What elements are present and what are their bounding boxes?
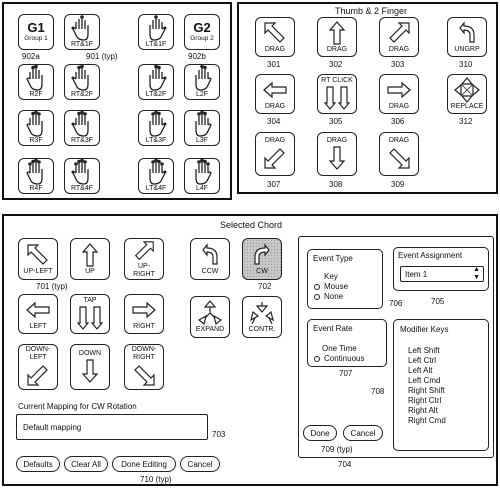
event-type-mouse-option[interactable]: Mouse xyxy=(314,282,348,291)
left-button[interactable]: LEFT xyxy=(18,294,58,334)
cancel-button[interactable]: Cancel xyxy=(180,456,220,472)
ref-310: 310 xyxy=(459,60,473,69)
event-rate-title: Event Rate xyxy=(313,324,353,333)
expand-arrows-icon xyxy=(454,77,480,103)
up-left-button[interactable]: UP-LEFT xyxy=(18,238,58,280)
drag-up-left-button[interactable]: DRAG xyxy=(255,17,295,57)
done-editing-button[interactable]: Done Editing xyxy=(112,456,176,472)
thumb-2-finger-panel xyxy=(237,2,498,194)
arrow-up-left-icon xyxy=(262,20,288,46)
hand-icon xyxy=(144,111,168,137)
right-click-button[interactable]: RT CLICK xyxy=(317,74,357,114)
selected-chord-panel xyxy=(2,214,498,486)
radio-icon xyxy=(314,356,320,362)
l3f-button[interactable]: L3F xyxy=(184,110,220,146)
modifier-right-alt[interactable]: Right Alt xyxy=(408,406,438,415)
hand-icon xyxy=(70,15,94,41)
double-arrow-down-icon xyxy=(77,305,103,331)
arrow-up-left-icon xyxy=(25,242,51,268)
lt-2f-button[interactable]: LT&2F xyxy=(138,64,174,100)
ref-704: 704 xyxy=(338,460,352,469)
event-type-title: Event Type xyxy=(313,254,353,263)
mapping-value: Default mapping xyxy=(23,423,82,432)
up-right-button[interactable]: UP- RIGHT xyxy=(124,238,164,280)
ref-705: 705 xyxy=(431,297,445,306)
hand-icon xyxy=(70,159,94,185)
modifier-right-cmd[interactable]: Right Cmd xyxy=(408,416,446,425)
modifier-left-cmd[interactable]: Left Cmd xyxy=(408,376,441,385)
hand-icon xyxy=(24,111,48,137)
event-assignment-value: Item 1 xyxy=(405,270,428,279)
modifier-right-ctrl[interactable]: Right Ctrl xyxy=(408,396,442,405)
ref-309: 309 xyxy=(391,180,405,189)
rotate-ccw-icon xyxy=(197,242,223,268)
arrow-up-right-icon xyxy=(131,239,157,263)
mapping-label: Current Mapping for CW Rotation xyxy=(18,402,137,411)
cw-button[interactable]: CW xyxy=(242,238,282,280)
arrow-down-icon xyxy=(324,145,350,171)
clear-all-button[interactable]: Clear All xyxy=(64,456,108,472)
hand-icon xyxy=(70,111,94,137)
panel-title: Thumb & 2 Finger xyxy=(335,6,408,16)
event-type-key: Key xyxy=(324,272,338,281)
ref-901: 901 (typ) xyxy=(86,52,118,61)
ungroup-button[interactable]: UNGRP xyxy=(447,17,487,57)
arrow-up-right-icon xyxy=(386,20,412,46)
rt-3f-button[interactable]: RT&3F xyxy=(64,110,100,146)
undo-arrow-icon xyxy=(454,20,480,46)
event-assignment-box xyxy=(393,247,489,291)
expand-arrows-icon xyxy=(197,300,223,326)
radio-icon xyxy=(314,294,320,300)
ref-902a: 902a xyxy=(22,52,40,61)
done-button[interactable]: Done xyxy=(303,425,337,441)
arrow-down-left-icon xyxy=(262,145,288,171)
lt-4f-button[interactable]: LT&4F xyxy=(138,158,174,194)
down-button[interactable]: DOWN xyxy=(70,344,110,390)
arrow-down-right-icon xyxy=(131,362,157,388)
l2f-button[interactable]: L2F xyxy=(184,64,220,100)
cancel-properties-button[interactable]: Cancel xyxy=(343,425,383,441)
lt-3f-button[interactable]: LT&3F xyxy=(138,110,174,146)
double-arrow-down-icon xyxy=(324,85,350,111)
ref-312: 312 xyxy=(459,117,473,126)
modifier-left-ctrl[interactable]: Left Ctrl xyxy=(408,356,437,365)
drag-left-button[interactable]: DRAG xyxy=(255,74,295,114)
rt-2f-button[interactable]: RT&2F xyxy=(64,64,100,100)
hand-icon xyxy=(24,65,48,91)
modifier-left-alt[interactable]: Left Alt xyxy=(408,366,433,375)
event-rate-box xyxy=(307,319,387,367)
r2f-button[interactable]: R2F xyxy=(18,64,54,100)
arrow-up-icon xyxy=(324,20,350,46)
ref-304: 304 xyxy=(267,117,281,126)
arrow-left-icon xyxy=(25,297,51,323)
r3f-button[interactable]: R3F xyxy=(18,110,54,146)
defaults-button[interactable]: Defaults xyxy=(16,456,60,472)
ref-902b: 902b xyxy=(188,52,206,61)
l4f-button[interactable]: L4F xyxy=(184,158,220,194)
ref-707: 707 xyxy=(339,369,353,378)
ref-708: 708 xyxy=(371,387,385,396)
up-button[interactable]: UP xyxy=(70,238,110,280)
ref-702: 702 xyxy=(258,282,272,291)
arrow-down-right-icon xyxy=(386,145,412,171)
tap-button[interactable]: TAP xyxy=(70,294,110,334)
event-assignment-select[interactable] xyxy=(400,266,484,282)
contract-arrows-icon xyxy=(249,300,275,326)
updown-arrows-icon: ▲ ▼ xyxy=(473,266,480,281)
rotate-cw-icon xyxy=(249,242,275,268)
modifier-keys-title: Modifier Keys xyxy=(400,325,449,334)
event-assignment-title: Event Assignment xyxy=(398,251,463,260)
ref-710: 710 (typ) xyxy=(140,475,172,484)
contract-button[interactable]: CONTR. xyxy=(242,296,282,338)
mapping-field[interactable] xyxy=(16,414,208,440)
ref-701: 701 (typ) xyxy=(36,282,68,291)
drag-up-button[interactable]: DRAG xyxy=(317,17,357,57)
replace-button[interactable]: REPLACE xyxy=(447,74,487,114)
ref-709: 709 (typ) xyxy=(321,445,353,454)
ref-305: 305 xyxy=(329,117,343,126)
hand-icon xyxy=(144,65,168,91)
event-rate-continuous-option[interactable]: Continuous xyxy=(314,354,364,363)
drag-down-right-button[interactable]: DRAG xyxy=(379,132,419,176)
ref-703: 703 xyxy=(212,430,226,439)
event-rate-one-time: One Time xyxy=(322,344,357,353)
arrow-left-icon xyxy=(262,77,288,103)
arrow-right-icon xyxy=(131,297,157,323)
event-properties-panel xyxy=(298,236,494,458)
down-left-button[interactable]: DOWN- LEFT xyxy=(18,344,58,390)
ref-706: 706 xyxy=(389,299,403,308)
drag-down-left-button[interactable]: DRAG xyxy=(255,132,295,176)
arrow-down-left-icon xyxy=(25,362,51,388)
lt-1f-button[interactable]: LT&1F xyxy=(138,14,174,50)
right-button[interactable]: RIGHT xyxy=(124,294,164,334)
ref-303: 303 xyxy=(391,60,405,69)
group-2-button[interactable]: G2 Group 2 xyxy=(184,14,220,50)
modifier-keys-box xyxy=(393,319,489,451)
hand-icon xyxy=(144,159,168,185)
hand-icon xyxy=(190,159,214,185)
hand-icon xyxy=(144,15,168,41)
ref-307: 307 xyxy=(267,180,281,189)
ref-308: 308 xyxy=(329,180,343,189)
drag-right-button[interactable]: DRAG xyxy=(379,74,419,114)
event-type-none-option[interactable]: None xyxy=(314,292,343,301)
chord-group-panel xyxy=(2,2,232,200)
down-right-button[interactable]: DOWN- RIGHT xyxy=(124,344,164,390)
group-1-button[interactable]: G1 Group 1 xyxy=(18,14,54,50)
arrow-up-icon xyxy=(77,242,103,268)
hand-icon xyxy=(190,65,214,91)
ref-302: 302 xyxy=(329,60,343,69)
hand-icon xyxy=(70,65,94,91)
panel-title: Selected Chord xyxy=(220,220,283,230)
rt-1f-button[interactable]: RT&1F xyxy=(64,14,100,50)
ccw-button[interactable]: CCW xyxy=(190,238,230,280)
drag-down-button[interactable]: DRAG xyxy=(317,132,357,176)
hand-icon xyxy=(190,111,214,137)
event-type-box xyxy=(307,249,383,309)
drag-up-right-button[interactable]: DRAG xyxy=(379,17,419,57)
rt-4f-button[interactable]: RT&4F xyxy=(64,158,100,194)
arrow-down-icon xyxy=(77,358,103,384)
expand-button[interactable]: EXPAND xyxy=(190,296,230,338)
radio-icon xyxy=(314,284,320,290)
modifier-right-shift[interactable]: Right Shift xyxy=(408,386,445,395)
modifier-left-shift[interactable]: Left Shift xyxy=(408,346,440,355)
ref-306: 306 xyxy=(391,117,405,126)
hand-icon xyxy=(24,159,48,185)
arrow-right-icon xyxy=(386,77,412,103)
r4f-button[interactable]: R4F xyxy=(18,158,54,194)
ref-301: 301 xyxy=(267,60,281,69)
